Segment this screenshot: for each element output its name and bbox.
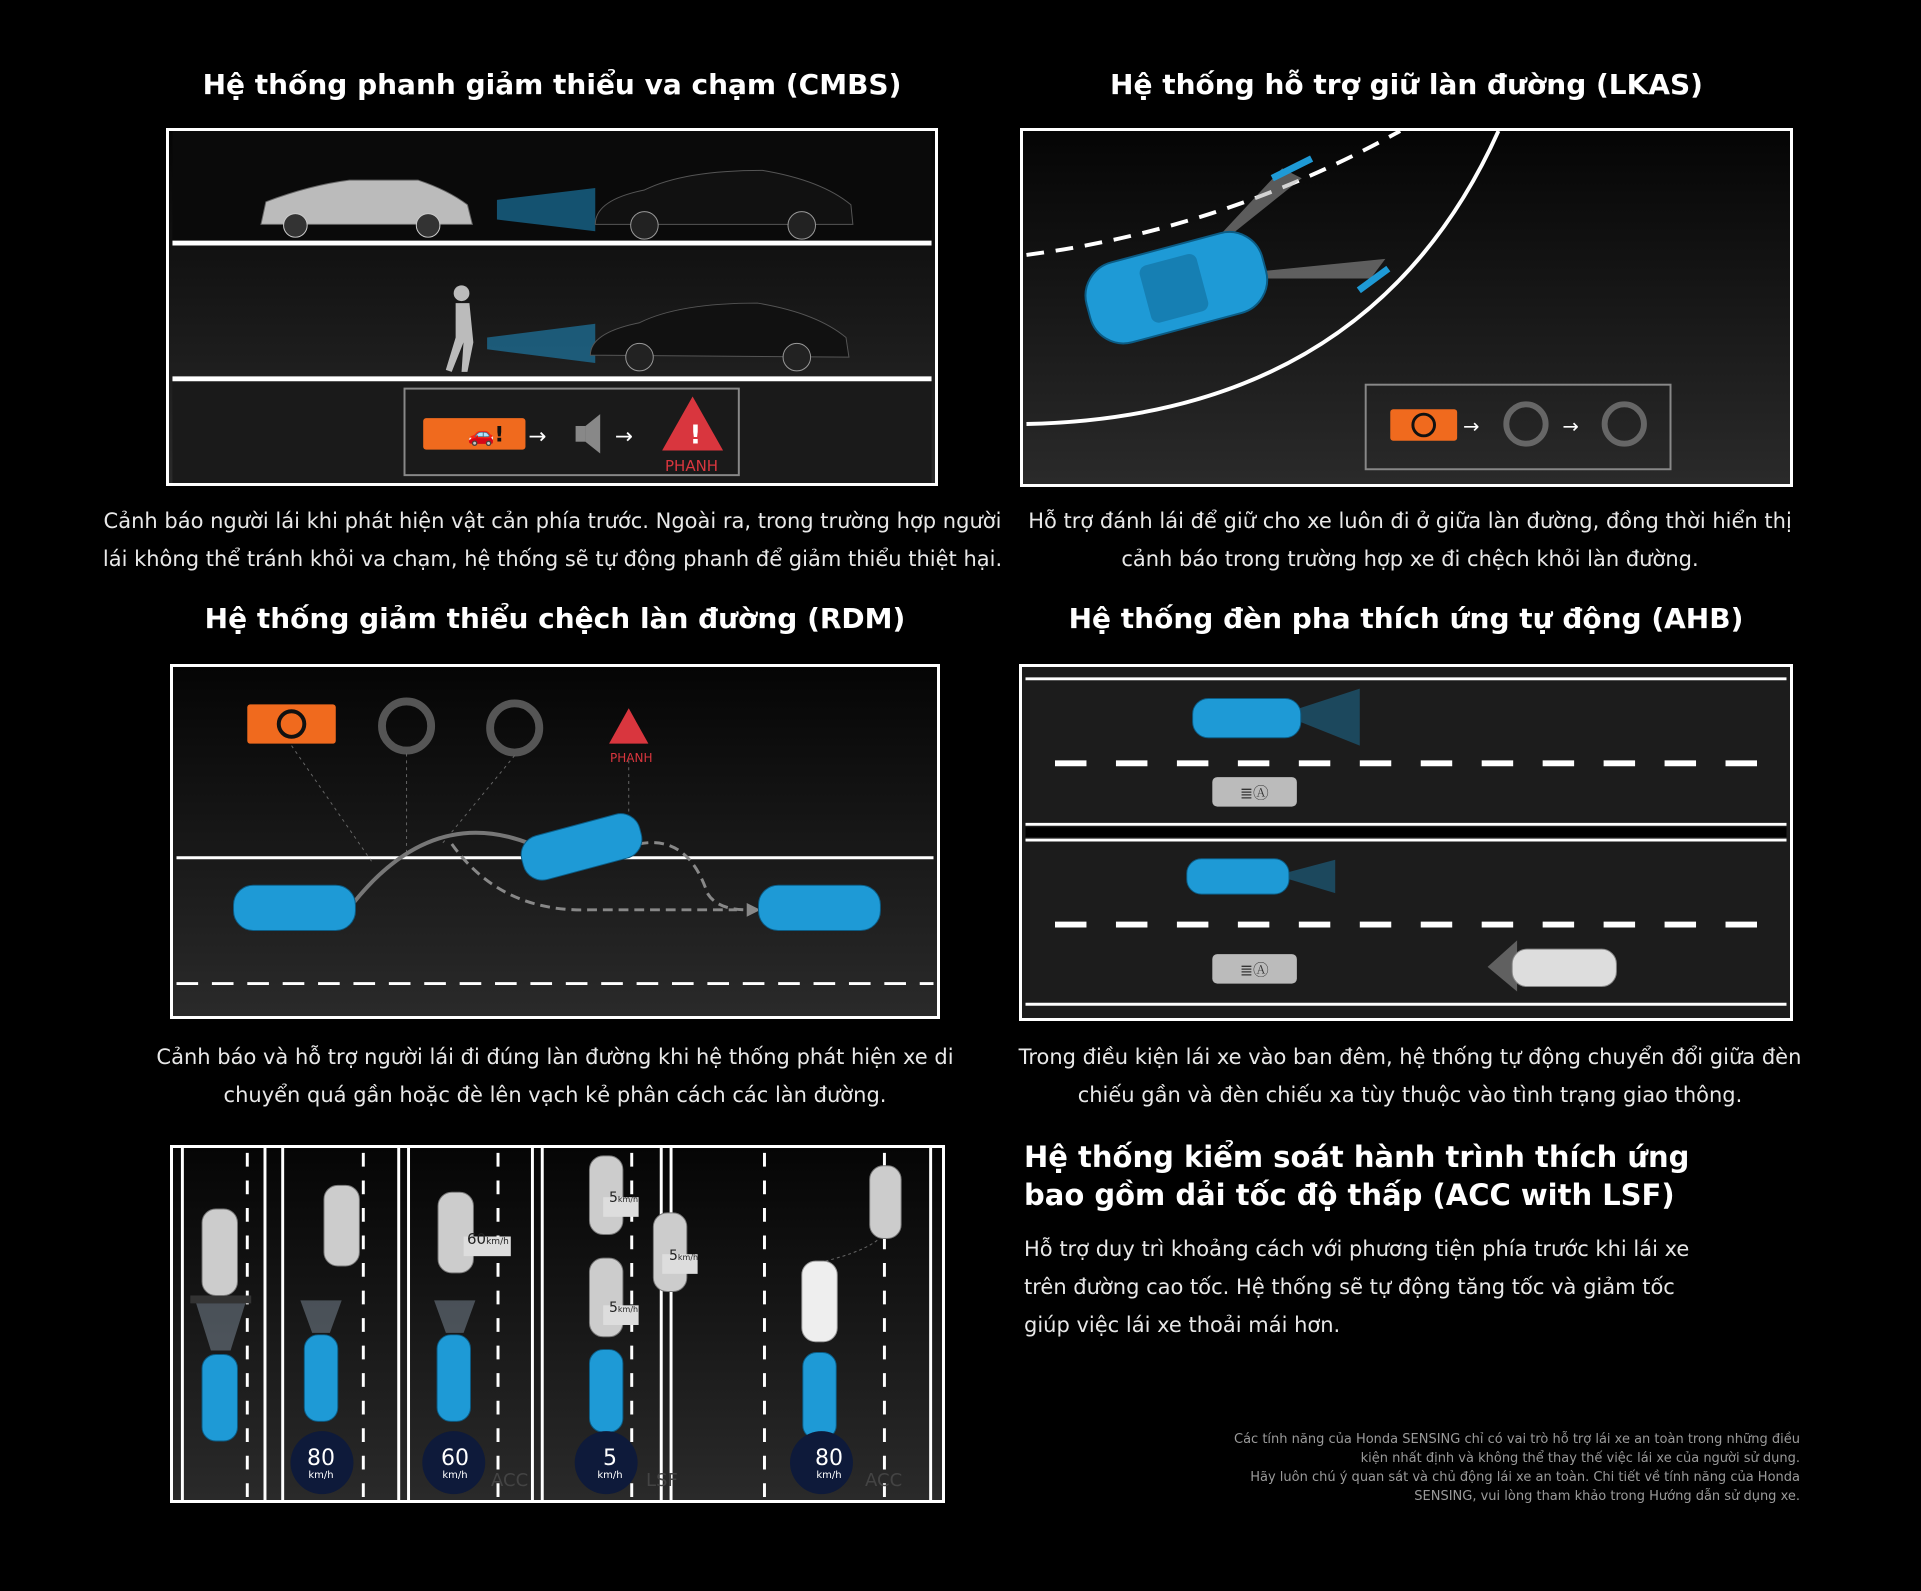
lead-speed: 5km/h <box>609 1190 639 1206</box>
lead-speed: 5km/h <box>669 1248 699 1264</box>
gauge-speed: 80 km/h <box>815 1446 843 1481</box>
host-car-icon <box>1078 224 1275 351</box>
brake-label: PHANH <box>665 457 719 475</box>
svg-text:≣Ⓐ: ≣Ⓐ <box>1239 960 1269 980</box>
svg-text:→: → <box>614 424 634 450</box>
svg-text:→: → <box>1463 414 1480 438</box>
desc-line: Cảnh báo và hỗ trợ người lái đi đúng làn đường khi hệ thống phát hiện xe di <box>156 1045 954 1069</box>
ahb-illustration <box>1019 664 1793 1021</box>
disclaimer <box>1234 1430 1800 1506</box>
cut-in-car-icon <box>802 1261 837 1342</box>
svg-text:!: ! <box>689 420 702 451</box>
cmbs-title: Hệ thống phanh giảm thiểu va chạm (CMBS) <box>202 68 902 101</box>
host-car-icon <box>1187 859 1289 894</box>
desc-line: giúp việc lái xe thoải mái hơn. <box>1024 1313 1341 1337</box>
gauge-mode: ACC <box>865 1470 903 1491</box>
cmbs-illustration <box>166 128 938 486</box>
pedestrian-icon <box>446 285 474 372</box>
host-car-icon <box>1193 698 1301 737</box>
ahb-description <box>1000 1038 1820 1114</box>
svg-text:🚗!: 🚗! <box>467 422 505 448</box>
desc-line: chiếu gần và đèn chiếu xa tùy thuộc vào tình trạng giao thông. <box>1077 1083 1743 1107</box>
desc-line: Trong điều kiện lái xe vào ban đêm, hệ thống tự động chuyển đổi giữa đèn <box>1018 1045 1802 1069</box>
svg-text:→: → <box>1562 414 1579 438</box>
gauge-speed: 60 km/h <box>441 1446 469 1481</box>
host-car-icon <box>759 885 881 930</box>
desc-line: Cảnh báo người lái khi phát hiện vật cản phía trước. Ngoài ra, trong trường hợp người <box>103 509 1002 533</box>
svg-text:≣Ⓐ: ≣Ⓐ <box>1239 783 1269 803</box>
desc-line: cảnh báo trong trường hợp xe đi chệch khỏi làn đường. <box>1121 547 1699 571</box>
host-car-icon <box>803 1353 836 1440</box>
desc-line: lái không thể tránh khỏi va chạm, hệ thống sẽ tự động phanh để giảm thiểu thiệt hại. <box>102 547 1003 571</box>
gauge-mode: LSF <box>646 1470 678 1491</box>
host-car-icon <box>517 809 646 884</box>
cmbs-description <box>100 502 1005 578</box>
brake-warning-icon <box>609 708 648 743</box>
lead-car-icon <box>202 1209 237 1296</box>
lead-car-icon <box>870 1166 901 1239</box>
lead-speed: 60km/h <box>467 1230 509 1248</box>
disclaimer-line: kiện nhất định và không thể thay thế việc lái xe của người sử dụng. <box>1360 1451 1800 1466</box>
disclaimer-line: Hãy luôn chú ý quan sát và chủ động lái xe an toàn. Chi tiết về tính năng của Honda <box>1250 1470 1800 1485</box>
host-car-icon <box>590 303 849 371</box>
lead-speed: 5km/h <box>609 1300 639 1316</box>
desc-line: Hỗ trợ duy trì khoảng cách với phương tiện phía trước khi lái xe <box>1024 1237 1690 1261</box>
acc-title <box>1024 1138 1689 1214</box>
lkas-illustration <box>1020 128 1793 487</box>
desc-line: trên đường cao tốc. Hệ thống sẽ tự động tăng tốc và giảm tốc <box>1024 1275 1675 1299</box>
host-car-icon <box>589 1350 622 1433</box>
title-line: Hệ thống kiểm soát hành trình thích ứng <box>1024 1140 1690 1174</box>
svg-text:→: → <box>528 424 547 450</box>
gauge-speed: 80 km/h <box>307 1446 335 1481</box>
host-car-icon <box>437 1335 470 1422</box>
steering-wheel-icon <box>490 703 539 752</box>
ahb-title: Hệ thống đèn pha thích ứng tự động (AHB) <box>1068 602 1744 635</box>
acc-description <box>1024 1230 1689 1344</box>
disclaimer-line: SENSING, vui lòng tham khảo trong Hướng dẫn sử dụng xe. <box>1414 1489 1800 1504</box>
host-car-icon <box>234 885 356 930</box>
rdm-description <box>120 1038 990 1114</box>
lead-car-icon <box>589 1258 622 1337</box>
gauge-speed: 5 km/h <box>597 1446 623 1481</box>
steering-wheel-icon <box>1506 404 1545 443</box>
desc-line: chuyển quá gần hoặc đè lên vạch kẻ phân cách các làn đường. <box>223 1083 887 1107</box>
rdm-illustration <box>170 664 940 1019</box>
host-car-icon <box>304 1335 337 1422</box>
oncoming-car-icon <box>1512 949 1616 986</box>
disclaimer-line: Các tính năng của Honda SENSING chỉ có vai trò hỗ trợ lái xe an toàn trong những điều <box>1234 1432 1800 1447</box>
lkas-title: Hệ thống hỗ trợ giữ làn đường (LKAS) <box>1110 68 1703 101</box>
brake-label: PHANH <box>610 751 653 765</box>
steering-wheel-icon <box>382 701 431 750</box>
rdm-title: Hệ thống giảm thiểu chệch làn đường (RDM) <box>204 602 906 635</box>
desc-line: Hỗ trợ đánh lái để giữ cho xe luôn đi ở giữa làn đường, đồng thời hiển thị <box>1028 509 1792 533</box>
lead-car-icon <box>324 1185 359 1266</box>
steering-wheel-icon <box>1605 404 1644 443</box>
gauge-mode: ACC <box>491 1470 529 1491</box>
host-car-icon <box>202 1354 237 1441</box>
title-line: bao gồm dải tốc độ thấp (ACC with LSF) <box>1024 1178 1675 1212</box>
lkas-description <box>1000 502 1820 578</box>
acc-illustration <box>170 1145 945 1503</box>
